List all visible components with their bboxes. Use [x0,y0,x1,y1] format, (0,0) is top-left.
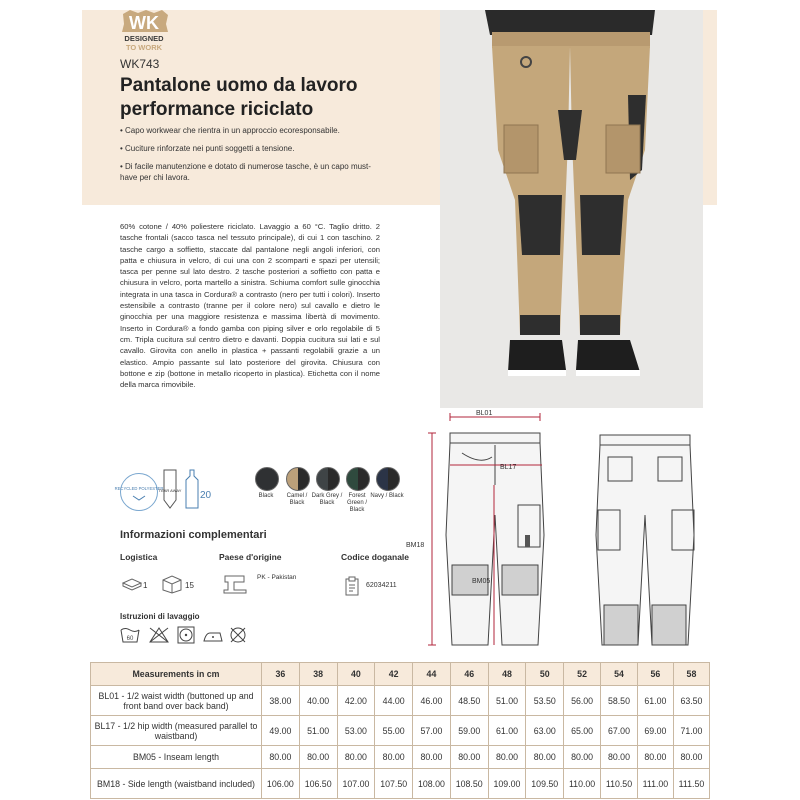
swatch-dark-grey-black[interactable] [316,467,340,491]
table-header-row [91,663,710,686]
table-cell: 49.00 [262,716,300,746]
table-cell: 110.50 [601,769,638,799]
table-row [91,716,710,746]
table-cell: 40.00 [299,686,337,716]
sewing-machine-icon [222,572,248,596]
size-header: 54 [601,663,638,686]
row-label: BL17 - 1/2 hip width (measured parallel to waistband) [91,716,262,746]
table-cell: 69.00 [637,716,673,746]
table-cell: 110.00 [564,769,601,799]
table-cell: 53.00 [337,716,375,746]
no-bleach-icon [150,628,168,642]
tear-away-label-icon [158,468,182,512]
origin-value: PK - Pakistan [257,574,297,581]
swatch-label: Navy / Black [370,493,404,499]
logo-text: WK [129,13,159,33]
table-cell: 107.00 [337,769,375,799]
table-cell: 61.00 [637,686,673,716]
wash-60-icon [121,629,139,643]
wash-label: Istruzioni di lavaggio [120,612,200,621]
table-cell: 80.00 [450,746,488,769]
customs-label: Codice doganale [341,552,410,562]
swatch-label: Camel / Black [286,493,308,506]
table-cell: 106.00 [262,769,300,799]
logo-sub1: DESIGNED [124,34,164,43]
wash-number: 20 [200,490,212,501]
bm05-label: BM05 [472,578,491,585]
table-cell: 48.50 [450,686,488,716]
swatch-forest-green-black[interactable] [346,467,370,491]
size-header: 58 [673,663,709,686]
table-cell: 80.00 [375,746,413,769]
table-cell: 109.50 [526,769,564,799]
iron-icon [204,633,222,641]
table-cell: 42.00 [337,686,375,716]
svg-text:60: 60 [126,636,134,642]
no-dry-clean-icon [231,628,245,642]
swatch-label: Dark Grey / Black [311,493,343,506]
row-label: BM05 - Inseam length [91,746,262,769]
product-description: 60% cotone / 40% poliestere riciclato. Lavaggio a 60 °C. Taglio dritto. 2 tasche frontali (sacco tasca nel tessuto principale), di cui 1 con taschino. 2 tasche cargo a soffietto, staccate dal pantalone negli angoli inferiori, con patta e chiusura in velcro, di cui una con 2 scomparti e spazi per utensili; tasca per penne sul lato destro. 2 tasche posteriori a soffietto con patta e chiusura in velcro, porta martello a sinistra. Schiuma comfort sulle ginocchia integrata in una tasca in Cordura® a contrasto (nero per tutti i colori). Inserto estensibile a contrasto (tranne per il colore nero) sul cavallo e dietro le ginocchia per una maggiore resistenza e massima libertà di movimento. Inserto in Cordura® a fondo gamba con piping silver e orlo regolabile di 5 cm. Tripla cucitura sul centro dietro e davanti. Doppia cucitura sui lati e sul cavallo. Girovita con anello in plastica + passanti regolabili grazie a un elastico. Ampio passante sul lato posteriore del girovita. Chiusura con bottone e zip (bottone in metallo ricoperto in plastica). Etichetta con il nome della marca rimovibile. [120,222,380,390]
table-cell: 108.00 [413,769,451,799]
feature-item: • Capo workwear che rientra in un approccio ecoresponsabile. [120,126,340,135]
product-sku: WK743 [120,57,160,71]
table-cell: 109.00 [488,769,526,799]
table-cell: 44.00 [375,686,413,716]
table-cell: 58.50 [601,686,638,716]
technical-drawing [406,405,720,655]
table-header-label: Measurements in cm [91,663,262,686]
table-row [91,769,710,799]
table-cell: 80.00 [488,746,526,769]
table-cell: 111.00 [637,769,673,799]
origin-label: Paese d'origine [219,552,282,562]
info-title: Informazioni complementari [120,529,267,541]
table-cell: 56.00 [564,686,601,716]
size-header: 44 [413,663,451,686]
table-cell: 46.00 [413,686,451,716]
table-cell: 80.00 [564,746,601,769]
table-cell: 108.50 [450,769,488,799]
size-header: 42 [375,663,413,686]
swatch-black[interactable] [255,467,279,491]
table-cell: 38.00 [262,686,300,716]
bm18-label: BM18 [406,542,425,549]
size-header: 48 [488,663,526,686]
table-cell: 80.00 [526,746,564,769]
recycled-badge-text: RECYCLED POLYESTER [114,486,164,491]
row-label: BL01 - 1/2 waist width (buttoned up and front band over back band) [91,686,262,716]
table-cell: 111.50 [673,769,709,799]
product-title: Pantalone uomo da lavoro performance riciclato [120,75,358,120]
table-cell: 80.00 [337,746,375,769]
carton-box-icon [161,574,183,594]
table-cell: 106.50 [299,769,337,799]
logo-sub2: TO WORK [125,43,163,52]
table-cell: 61.00 [488,716,526,746]
back-view-drawing [596,435,694,645]
logistics-qty1: 1 [143,581,148,590]
customs-clipboard-icon [344,576,360,596]
recycled-polyester-badge [114,473,164,511]
logistics-qty2: 15 [185,581,194,590]
table-cell: 65.00 [564,716,601,746]
table-cell: 51.00 [299,716,337,746]
bl17-label: BL17 [500,464,517,471]
table-row [91,686,710,716]
feature-item: • Cuciture rinforzate nei punti soggetti a tensione. [120,144,295,153]
tear-away-text: TEAR AWAY [158,488,182,493]
feature-list [120,125,375,190]
bl01-label: BL01 [476,410,493,417]
flat-package-icon [121,577,143,591]
swatch-label: Black [258,493,274,499]
logistics-label: Logistica [120,552,158,562]
table-cell: 80.00 [601,746,638,769]
table-cell: 63.00 [526,716,564,746]
customs-value: 62034211 [366,582,397,589]
size-header: 38 [299,663,337,686]
product-photo [440,10,703,408]
size-header: 40 [337,663,375,686]
size-header: 56 [637,663,673,686]
row-label: BM18 - Side length (waistband included) [91,769,262,799]
table-cell: 107.50 [375,769,413,799]
table-cell: 63.50 [673,686,709,716]
table-cell: 80.00 [673,746,709,769]
tumble-dry-icon [178,627,194,643]
table-cell: 55.00 [375,716,413,746]
table-cell: 53.50 [526,686,564,716]
table-cell: 80.00 [413,746,451,769]
swatch-camel-black[interactable] [286,467,310,491]
table-cell: 80.00 [637,746,673,769]
size-header: 36 [262,663,300,686]
size-header: 50 [526,663,564,686]
measurements-table [90,662,710,799]
size-header: 46 [450,663,488,686]
feature-item: • Di facile manutenzione e dotato di numerose tasche, è un capo must-have per chi lavora. [120,162,371,182]
table-cell: 51.00 [488,686,526,716]
table-cell: 71.00 [673,716,709,746]
table-cell: 57.00 [413,716,451,746]
swatch-label: Forest Green / Black [346,493,367,513]
table-row [91,746,710,769]
brand-logo [118,10,170,52]
table-cell: 67.00 [601,716,638,746]
table-cell: 80.00 [262,746,300,769]
swatch-navy-black[interactable] [376,467,400,491]
bottle-icon [182,468,212,512]
size-header: 52 [564,663,601,686]
table-cell: 80.00 [299,746,337,769]
wash-icons [120,625,250,645]
table-cell: 59.00 [450,716,488,746]
